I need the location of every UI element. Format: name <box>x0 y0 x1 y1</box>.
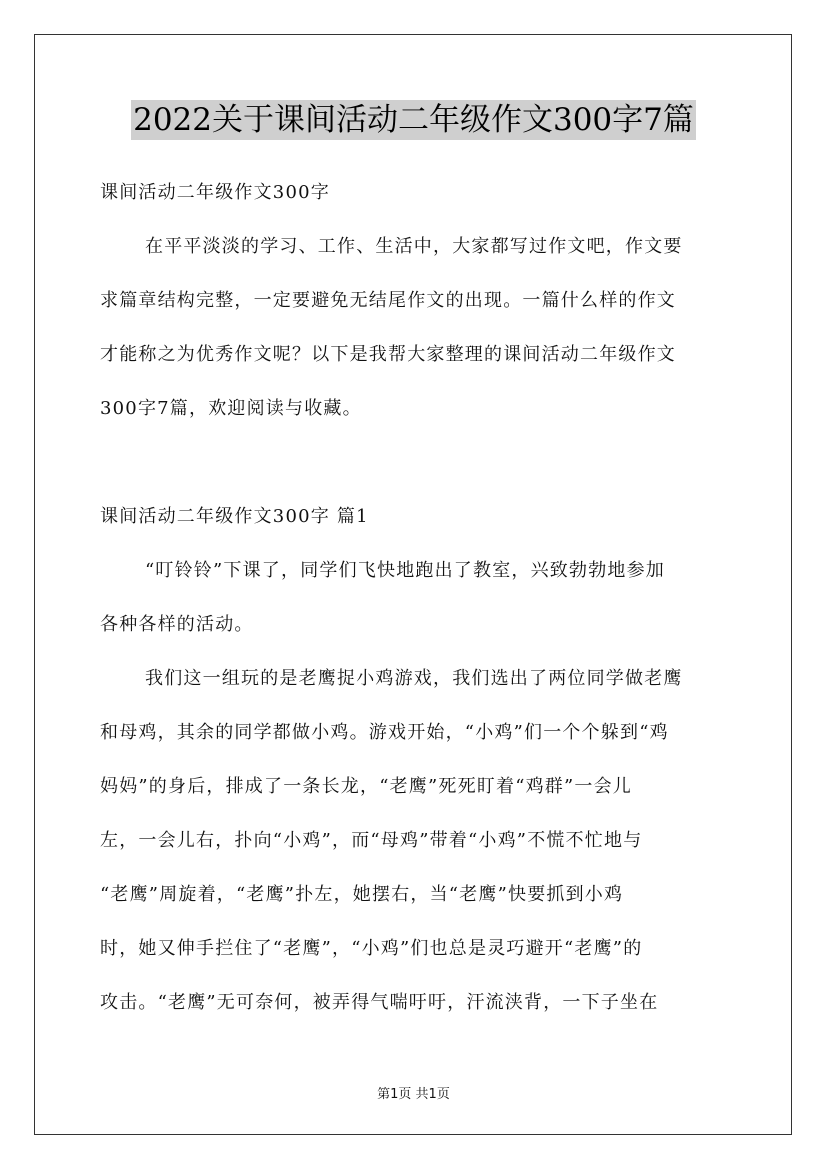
intro-line: 在平平淡淡的学习、工作、生活中，大家都写过作文吧，作文要 <box>145 236 683 257</box>
paragraph-line: 妈妈”的身后，排成了一条长龙，“老鹰”死死盯着“鸡群”一会儿 <box>100 776 633 797</box>
paragraph-line: 我们这一组玩的是老鹰捉小鸡游戏，我们选出了两位同学做老鹰 <box>145 668 683 689</box>
paragraph-line: 和母鸡，其余的同学都做小鸡。游戏开始，“小鸡”们一个个躲到“鸡 <box>100 722 669 743</box>
title-container <box>0 100 827 140</box>
paragraph-line: 各种各样的活动。 <box>100 614 254 635</box>
page-footer: 第1页 共1页 <box>377 1087 450 1102</box>
paragraph-line: 时，她又伸手拦住了“老鹰”，“小鸡”们也总是灵巧避开“老鹰”的 <box>100 938 643 959</box>
document-title: 2022关于课间活动二年级作文300字7篇 <box>133 102 694 138</box>
intro-line: 300字7篇，欢迎阅读与收藏。 <box>100 398 362 419</box>
paragraph-line: “老鹰”周旋着，“老鹰”扑左，她摆右，当“老鹰”快要抓到小鸡 <box>100 884 624 905</box>
intro-line: 才能称之为优秀作文呢？以下是我帮大家整理的课间活动二年级作文 <box>100 344 676 365</box>
section-heading: 课间活动二年级作文300字 篇1 <box>100 506 369 527</box>
intro-line: 求篇章结构完整，一定要避免无结尾作文的出现。一篇什么样的作文 <box>100 290 676 311</box>
paragraph-line: 左，一会儿右，扑向“小鸡”，而“母鸡”带着“小鸡”不慌不忙地与 <box>100 830 643 851</box>
paragraph-line: 攻击。“老鹰”无可奈何，被弄得气喘吁吁，汗流浃背，一下子坐在 <box>100 992 659 1013</box>
paragraph-line: “叮铃铃”下课了，同学们飞快地跑出了教室，兴致勃勃地参加 <box>145 560 666 581</box>
section-subtitle: 课间活动二年级作文300字 <box>100 182 330 203</box>
